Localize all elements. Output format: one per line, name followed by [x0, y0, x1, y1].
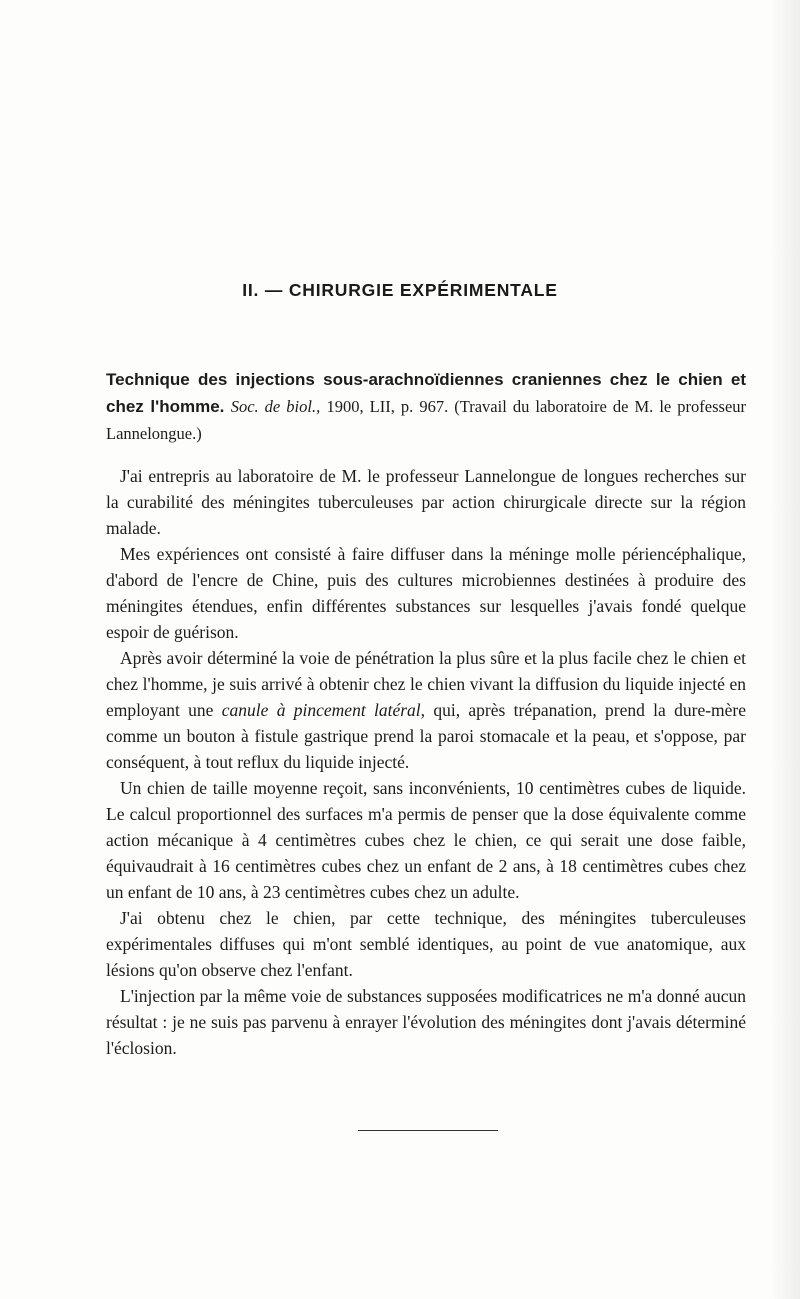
article-body — [106, 366, 746, 1061]
end-rule — [358, 1130, 498, 1131]
paragraph-text: Après avoir déterminé la voie de pénétration la plus sûre et la plus facile chez le chien et chez l'homme, je suis arrivé à obtenir chez le chien vivant la diffusion du liquide injecté en employant une — [106, 648, 746, 720]
paragraph: Un chien de taille moyenne reçoit, sans inconvénients, 10 centimètres cubes de liquide. Le calcul proportionnel des surfaces m'a permis de penser que la dose équivalente comme action mécanique à 4 centimètres cubes chez le chien, ce qui serait une dose faible, équivaudrait à 16 centimètres cubes chez un enfant de 2 ans, à 18 centimètres cubes chez un enfant de 10 ans, à 23 centimètres cubes chez un adulte. — [106, 778, 746, 902]
reference-journal: Soc. de biol., — [230, 397, 321, 416]
paragraph: L'injection par la même voie de substances supposées modificatrices ne m'a donné aucun résultat : je ne suis pas parvenu à enrayer l'évolution des méningites dont j'avais déterminé l'éclosion. — [106, 986, 746, 1058]
bibliographic-reference — [106, 366, 746, 447]
section-heading: II. — CHIRURGIE EXPÉRIMENTALE — [242, 280, 558, 300]
reference-title: Technique des injections sous-arachnoïdiennes craniennes chez le chien et chez l'homme. — [106, 370, 746, 416]
paragraph: Mes expériences ont consisté à faire diffuser dans la méninge molle périencéphalique, d'abord de l'encre de Chine, puis des cultures microbiennes destinées à produire des méningites étendues, enfin différentes substances sur lesquelles j'avais fondé quelque espoir de guérison. — [106, 544, 746, 642]
paragraph: J'ai obtenu chez le chien, par cette technique, des méningites tuberculeuses expérimentales diffuses qui m'ont semblé identiques, au point de vue anatomique, aux lésions qu'on observe chez l'enfant. — [106, 908, 746, 980]
reference-details: 1900, LII, p. 967. (Travail du laboratoire de M. le professeur Lannelongue.) — [106, 397, 747, 443]
paragraph: J'ai entrepris au laboratoire de M. le professeur Lannelongue de longues recherches sur la curabilité des méningites tuberculeuses par action chirurgicale directe sur la région malade. — [106, 466, 746, 538]
paragraph — [106, 645, 746, 775]
paragraph-emphasis: canule à pincement latéral, — [221, 700, 426, 720]
scan-edge-shadow — [770, 0, 800, 1299]
paragraph-text: qui, après trépanation, prend la dure-mère comme un bouton à fistule gastrique prend la paroi stomacale et la peau, et s'oppose, par conséquent, à tout reflux du liquide injecté. — [106, 700, 747, 772]
